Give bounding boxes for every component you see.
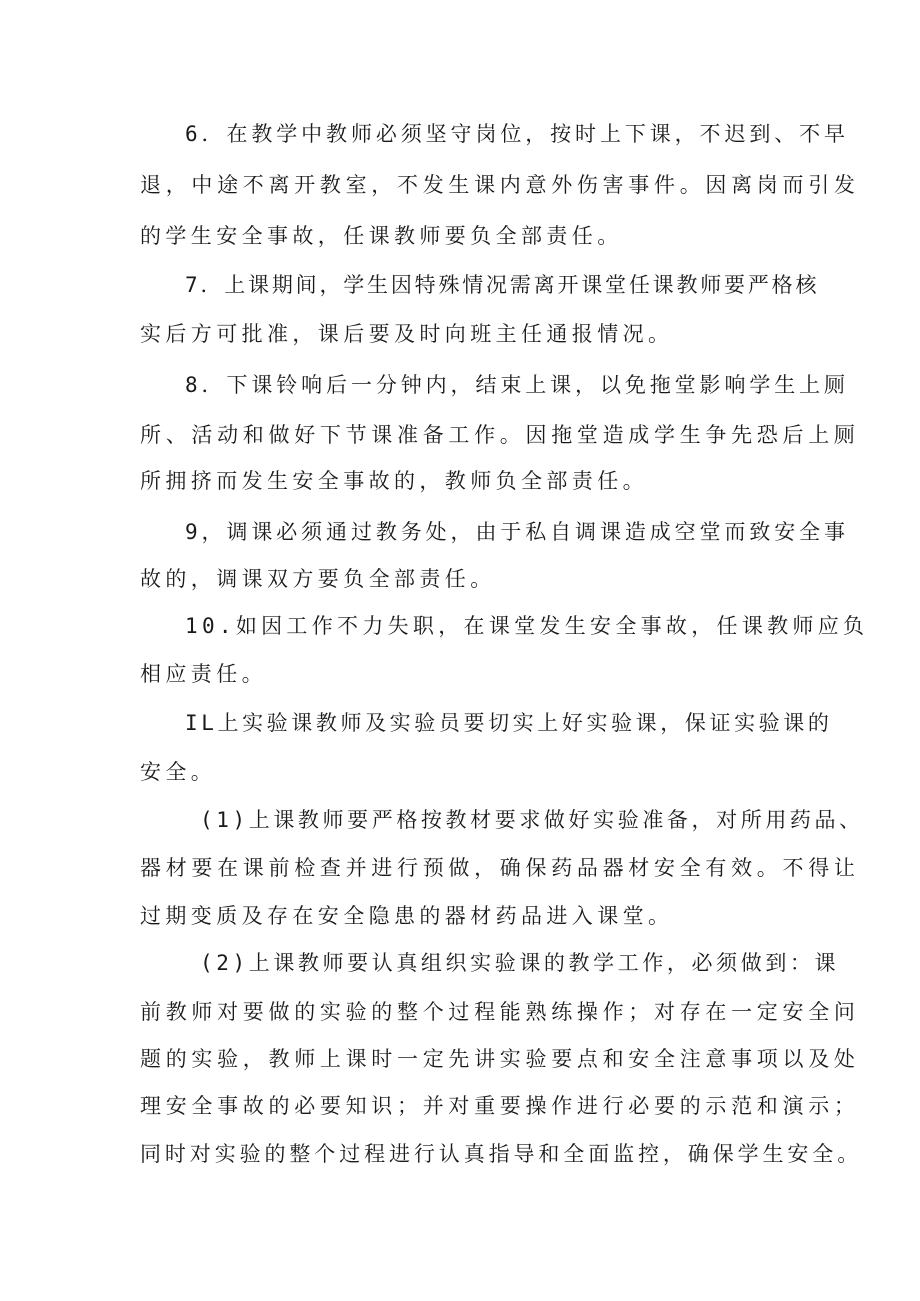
- paragraph-line: 前教师对要做的实验的整个过程能熟练操作；对存在一定安全问: [140, 1000, 860, 1024]
- paragraph-line: 6．在教学中教师必须坚守岗位，按时上下课，不迟到、不早: [185, 122, 849, 146]
- paragraph-line: 8．下课铃响后一分钟内，结束上课，以免拖堂影响学生上厕: [185, 373, 849, 397]
- paragraph-line: 10.如因工作不力失职，在课堂发生安全事故，任课教师应负: [185, 614, 869, 638]
- paragraph-line: (2)上课教师要认真组织实验课的教学工作，必须做到：课: [200, 951, 840, 975]
- paragraph-line: IL上实验课教师及实验员要切实上好实验课，保证实验课的: [185, 711, 833, 735]
- paragraph-line: 的学生安全事故，任课教师要负全部责任。: [140, 224, 623, 248]
- paragraph-line: 理安全事故的必要知识；并对重要操作进行必要的示范和演示；: [140, 1094, 860, 1118]
- paragraph-line: 所拥挤而发生安全事故的，教师负全部责任。: [140, 469, 648, 493]
- paragraph-line: 实后方可批准，课后要及时向班主任通报情况。: [140, 322, 674, 346]
- paragraph-line: 相应责任。: [140, 662, 267, 686]
- paragraph-line: 故的，调课双方要负全部责任。: [140, 567, 496, 591]
- paragraph-line: 安全。: [140, 760, 217, 784]
- paragraph-line: 所、活动和做好下节课准备工作。因拖堂造成学生争先恐后上厕: [140, 423, 860, 447]
- paragraph-line: 7．上课期间，学生因特殊情况需离开课堂任课教师要严格核: [185, 273, 820, 297]
- paragraph-line: 过期变质及存在安全隐患的器材药品进入课堂。: [140, 904, 674, 928]
- paragraph-line: 退，中途不离开教室，不发生课内意外伤害事件。因离岗而引发: [140, 173, 860, 197]
- paragraph-line: 9，调课必须通过教务处，由于私自调课造成空堂而致安全事: [185, 520, 849, 544]
- paragraph-line: 器材要在课前检查并进行预做，确保药品器材安全有效。不得让: [140, 856, 860, 880]
- paragraph-line: 同时对实验的整个过程进行认真指导和全面监控，确保学生安全。: [140, 1142, 863, 1166]
- paragraph-line: (1)上课教师要严格按教材要求做好实验准备，对所用药品、: [200, 808, 864, 832]
- paragraph-line: 题的实验，教师上课时一定先讲实验要点和安全注意事项以及处: [140, 1047, 860, 1071]
